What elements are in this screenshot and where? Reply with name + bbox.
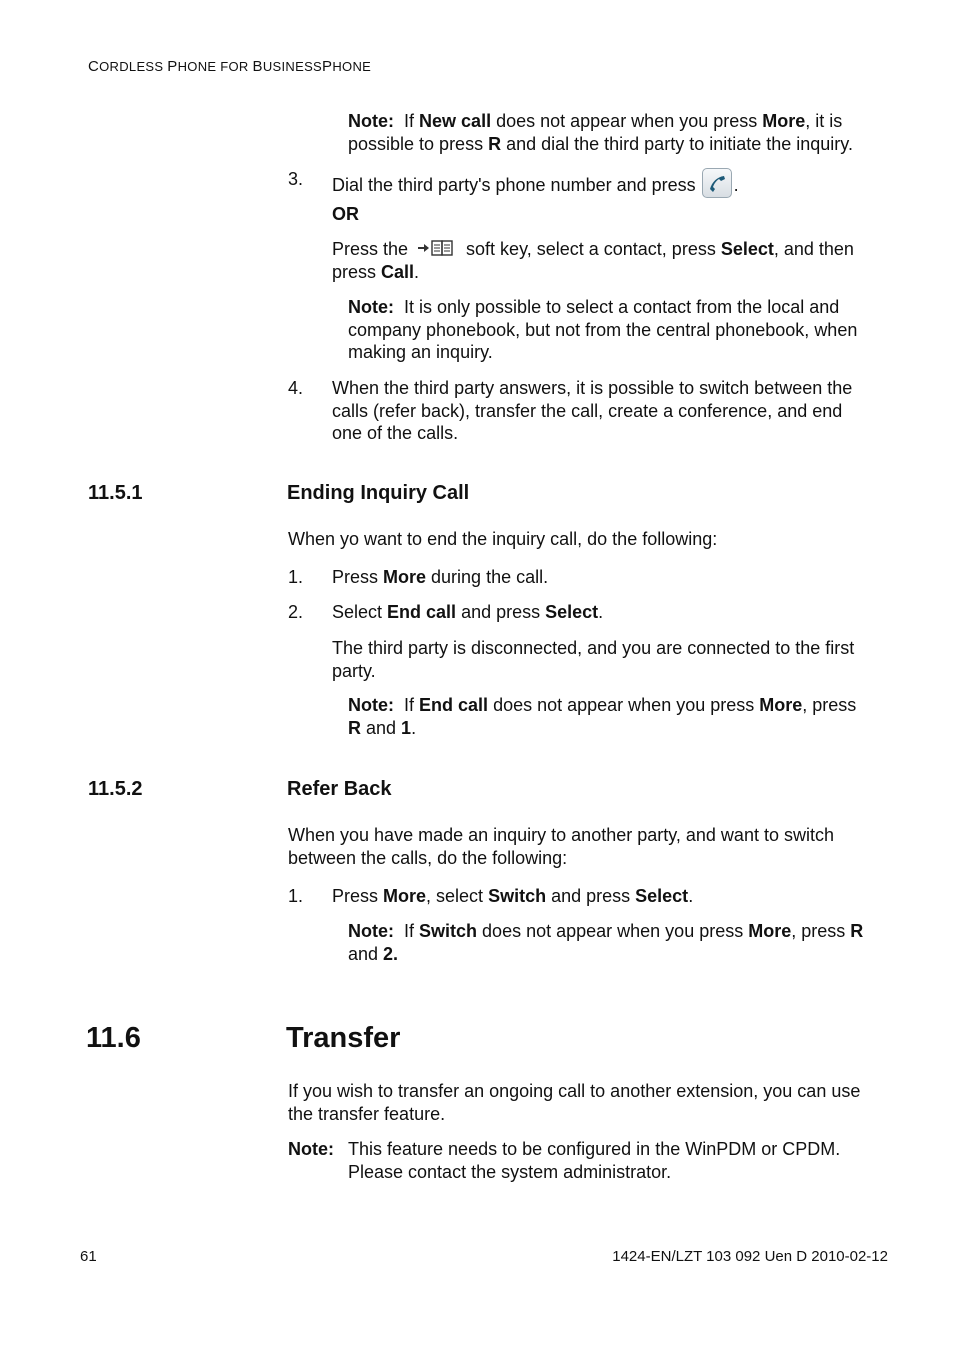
section-intro bbox=[288, 1080, 860, 1125]
text-line: the transfer feature. bbox=[288, 1103, 446, 1124]
step-number: 2. bbox=[288, 602, 304, 622]
bold-text: Switch bbox=[488, 886, 547, 906]
text: . bbox=[411, 717, 417, 738]
note-label: Note: bbox=[348, 111, 394, 131]
header-word: HONE bbox=[332, 59, 372, 74]
text-line: party. bbox=[332, 660, 376, 681]
section-title: Refer Back bbox=[287, 778, 392, 800]
section-intro: When yo want to end the inquiry call, do the following: bbox=[288, 529, 718, 549]
bold-text: Switch bbox=[419, 921, 478, 941]
header-word: ORDLESS bbox=[99, 59, 168, 74]
bold-text: Select bbox=[720, 239, 774, 259]
section-intro bbox=[288, 824, 834, 869]
text: Press bbox=[332, 886, 384, 906]
note-line: making an inquiry. bbox=[348, 342, 493, 362]
text: and bbox=[348, 943, 384, 964]
text: . bbox=[733, 175, 739, 195]
note-line: Please contact the system administrator. bbox=[348, 1161, 672, 1182]
text: and press bbox=[456, 602, 546, 622]
step-number: 4. bbox=[288, 378, 304, 398]
note-line bbox=[348, 717, 856, 740]
step-2 bbox=[332, 601, 603, 624]
step-3 bbox=[332, 168, 739, 198]
text: and bbox=[361, 717, 402, 738]
text: . bbox=[598, 602, 604, 622]
step-1 bbox=[332, 566, 548, 589]
section-number: 11.5.1 bbox=[88, 482, 143, 504]
note-label bbox=[288, 1138, 334, 1161]
bold-text: More bbox=[383, 567, 427, 587]
note-config bbox=[348, 1138, 840, 1183]
note-line bbox=[348, 920, 863, 943]
bold-text: Select bbox=[545, 602, 599, 622]
note-line: company phonebook, but not from the central phonebook, when bbox=[348, 319, 858, 340]
text-line: between the calls, do the following: bbox=[288, 847, 568, 868]
bold-text: More bbox=[759, 695, 803, 715]
bold-text: R bbox=[850, 921, 864, 941]
header-initial: B bbox=[252, 58, 263, 75]
press-softkey-text bbox=[332, 238, 902, 283]
bold-text: R bbox=[348, 717, 361, 738]
page-number: 61 bbox=[80, 1248, 97, 1265]
text-line: one of the calls. bbox=[332, 423, 459, 443]
bold-text: Select bbox=[635, 886, 689, 906]
note-line bbox=[348, 133, 853, 156]
text-line: When you have made an inquiry to another party, and want to switch bbox=[288, 825, 834, 845]
text: does not appear when you press bbox=[488, 695, 760, 715]
bold-text: New call bbox=[419, 111, 492, 131]
note-line bbox=[348, 296, 857, 319]
header-word: USINESS bbox=[262, 59, 323, 74]
header-word: HONE FOR bbox=[177, 59, 253, 74]
or-label: OR bbox=[332, 204, 359, 224]
text-line: calls (refer back), transfer the call, create a conference, and end bbox=[332, 400, 843, 421]
text-line bbox=[332, 261, 902, 284]
note-switch bbox=[348, 920, 863, 965]
note-end-call bbox=[348, 694, 856, 739]
note-label: Note: bbox=[348, 297, 394, 317]
bold-text: More bbox=[383, 886, 427, 906]
note-contact bbox=[348, 296, 857, 364]
text: and dial the third party to initiate the inquiry. bbox=[501, 133, 853, 154]
note-line bbox=[348, 694, 856, 717]
step-number: 3. bbox=[288, 169, 304, 189]
step-4 bbox=[332, 377, 852, 445]
text: If bbox=[404, 111, 420, 131]
text: , press bbox=[791, 921, 851, 941]
bold-text: End call bbox=[419, 695, 489, 715]
text: does not appear when you press bbox=[491, 111, 763, 131]
header-initial: P bbox=[322, 58, 333, 75]
section-number: 11.5.2 bbox=[88, 778, 143, 800]
text: , select bbox=[426, 886, 489, 906]
text: does not appear when you press bbox=[477, 921, 749, 941]
note-new-call bbox=[348, 110, 853, 155]
text: during the call. bbox=[426, 567, 549, 587]
bold-text: Call bbox=[381, 261, 415, 282]
text: and press bbox=[546, 886, 636, 906]
section-title: Ending Inquiry Call bbox=[287, 482, 470, 504]
bold-text: 2. bbox=[383, 943, 399, 964]
text: press bbox=[332, 261, 382, 282]
header-initial: C bbox=[88, 58, 100, 75]
text: . bbox=[688, 886, 694, 906]
bold-text: Note: bbox=[288, 1139, 334, 1159]
note-line: This feature needs to be configured in the WinPDM or CPDM. bbox=[348, 1139, 841, 1159]
text: soft key, select a contact, press bbox=[466, 239, 721, 259]
text-line: The third party is disconnected, and you are connected to the first bbox=[332, 638, 855, 658]
chapter-number: 11.6 bbox=[86, 1022, 141, 1054]
text: Press bbox=[332, 567, 384, 587]
text: , press bbox=[802, 695, 857, 715]
chapter-title: Transfer bbox=[286, 1022, 401, 1054]
step-number: 1. bbox=[288, 567, 304, 587]
bold-text: More bbox=[762, 111, 806, 131]
running-header bbox=[88, 58, 371, 75]
text: Select bbox=[332, 602, 388, 622]
text-line bbox=[332, 238, 902, 261]
phonebook-softkey-icon bbox=[416, 238, 456, 258]
note-label: Note: bbox=[348, 695, 394, 715]
note-line bbox=[348, 110, 853, 133]
note-label: Note: bbox=[348, 921, 394, 941]
text: , and then bbox=[773, 239, 854, 259]
bold-text: 1 bbox=[401, 717, 412, 738]
text: , it is bbox=[805, 111, 843, 131]
text: Press the bbox=[332, 239, 409, 259]
text: possible to press bbox=[348, 133, 489, 154]
text-line: If you wish to transfer an ongoing call to another extension, you can use bbox=[288, 1081, 861, 1101]
text: . bbox=[414, 261, 420, 282]
text: If bbox=[404, 695, 420, 715]
bold-text: R bbox=[488, 133, 502, 154]
note-line bbox=[348, 943, 863, 966]
step-1 bbox=[332, 885, 693, 908]
header-initial: P bbox=[167, 58, 178, 75]
text: If bbox=[404, 921, 420, 941]
result-text bbox=[332, 637, 854, 682]
text: It is only possible to select a contact from the local and bbox=[404, 297, 840, 317]
step-text: Dial the third party's phone number and press bbox=[332, 175, 696, 195]
text-line: When the third party answers, it is possible to switch between the bbox=[332, 378, 853, 398]
step-number: 1. bbox=[288, 886, 304, 906]
bold-text: More bbox=[748, 921, 792, 941]
bold-text: End call bbox=[387, 602, 457, 622]
phone-call-icon bbox=[702, 168, 732, 198]
document-id: 1424-EN/LZT 103 092 Uen D 2010-02-12 bbox=[612, 1248, 888, 1265]
